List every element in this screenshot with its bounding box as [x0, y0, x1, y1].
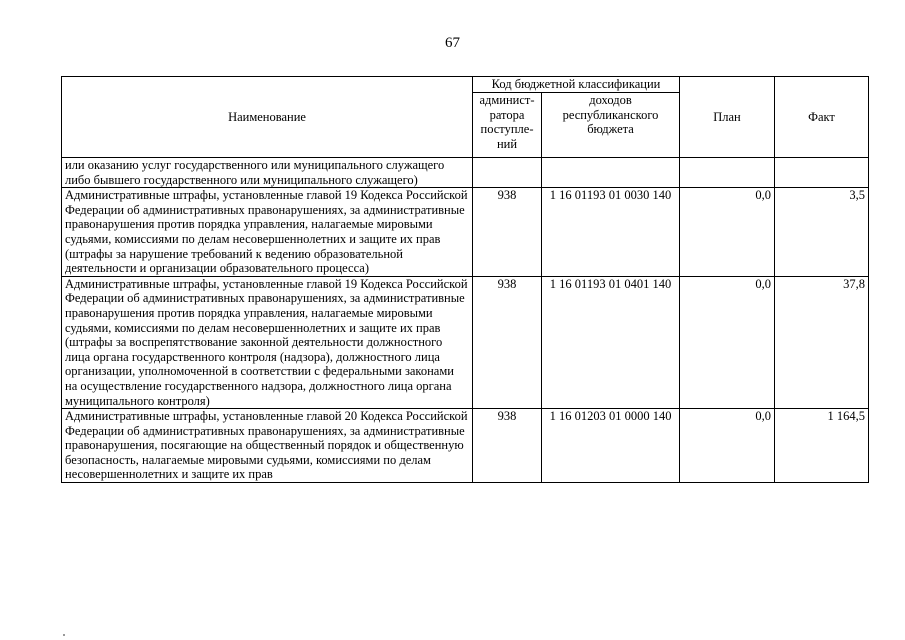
row-plan: 0,0 [680, 409, 775, 483]
row-plan: 0,0 [680, 276, 775, 408]
row-admin-code [473, 158, 542, 188]
row-plan: 0,0 [680, 188, 775, 277]
header-plan: План [680, 77, 775, 158]
scan-speck [63, 634, 65, 636]
row-name: Административные штрафы, установленные главой 20 Кодекса Российской Федерации об административных правонарушениях, за административные правонарушения, посягающие на общественный порядок и общественную безопасность, налагаемые мировыми судьями, комиссиями по делам несовершеннолетних и защите их прав [62, 409, 473, 483]
budget-revenue-table [61, 76, 869, 483]
header-income-code: доходов республиканского бюджета [542, 93, 680, 158]
table-row [62, 409, 869, 483]
row-fact [775, 158, 869, 188]
row-income-code: 1 16 01203 01 0000 140 [542, 409, 680, 483]
row-fact: 1 164,5 [775, 409, 869, 483]
row-plan [680, 158, 775, 188]
table-header-row [62, 77, 869, 93]
row-fact: 3,5 [775, 188, 869, 277]
row-admin-code: 938 [473, 188, 542, 277]
row-income-code [542, 158, 680, 188]
row-name: или оказанию услуг государственного или муниципального служащего либо бывшего государственного или муниципального служащего) [62, 158, 473, 188]
header-budget-code-group: Код бюджетной классификации [473, 77, 680, 93]
row-admin-code: 938 [473, 409, 542, 483]
table-row [62, 158, 869, 188]
row-name: Административные штрафы, установленные главой 19 Кодекса Российской Федерации об административных правонарушениях, за административные правонарушения против порядка управления, налагаемые мировыми судьями, комиссиями по делам несовершеннолетних и защите их прав (штрафы за нарушение требований к ведению образовательной деятельности и организации образовательного процесса) [62, 188, 473, 277]
header-admin-code: админист- ратора поступле- ний [473, 93, 542, 158]
table-row [62, 188, 869, 277]
row-income-code: 1 16 01193 01 0401 140 [542, 276, 680, 408]
header-name: Наименование [62, 77, 473, 158]
row-income-code: 1 16 01193 01 0030 140 [542, 188, 680, 277]
row-name: Административные штрафы, установленные главой 19 Кодекса Российской Федерации об административных правонарушениях, за административные правонарушения против порядка управления, налагаемые мировыми судьями, комиссиями по делам несовершеннолетних и защите их прав (штрафы за воспрепятствование законной деятельности должностного лица органа государственного контроля (надзора), должностного лица организации, уполномоченной в соответствии с федеральными законами на осуществление государственного надзора, должностного лица органа муниципального контроля) [62, 276, 473, 408]
row-admin-code: 938 [473, 276, 542, 408]
header-fact: Факт [775, 77, 869, 158]
table-row [62, 276, 869, 408]
row-fact: 37,8 [775, 276, 869, 408]
page-number: 67 [445, 35, 460, 51]
